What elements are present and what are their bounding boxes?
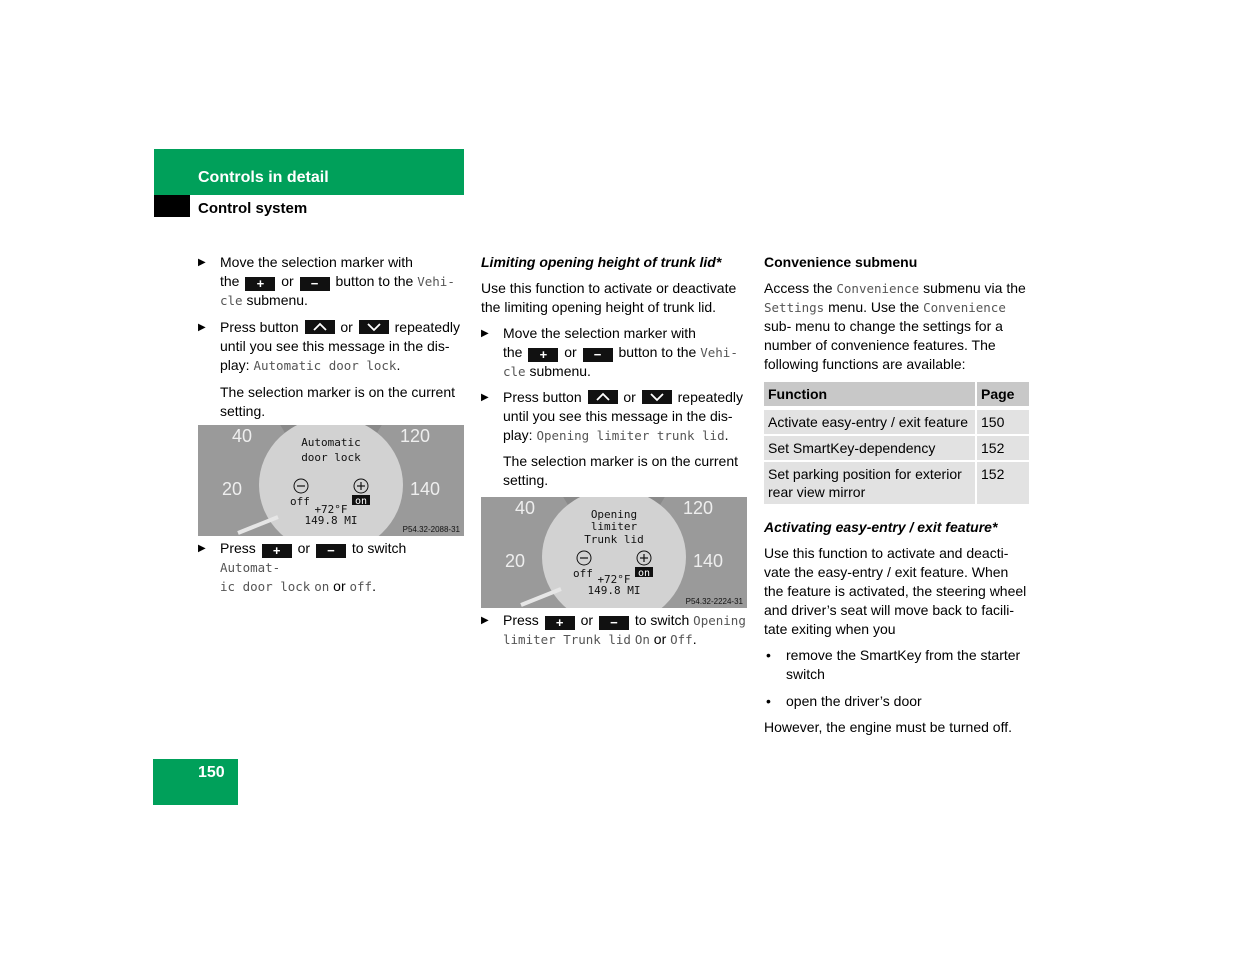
note-selection-marker: The selection marker is on the current setting. xyxy=(220,384,455,419)
display-mileage: 149.8 MI xyxy=(304,514,358,527)
display-temperature: +72°F xyxy=(314,503,348,516)
display-line-1: Opening xyxy=(590,508,638,521)
gauge-40-label: 40 xyxy=(515,498,536,518)
note-selection-marker-2: The selection marker is on the current setting. xyxy=(503,453,738,488)
step-switch-setting-2: ▶ Press + or − to switch Opening limiter Trunk lid On or Off. xyxy=(481,612,746,647)
display-on: on xyxy=(637,568,651,579)
instrument-cluster-display-2 xyxy=(481,497,747,608)
display-off: off xyxy=(573,567,593,580)
column-1-bottom xyxy=(198,539,464,596)
triangle-bullet-icon: ▶ xyxy=(481,328,489,339)
section-title: Controls in detail xyxy=(198,169,329,186)
plus-button-icon: + xyxy=(528,348,558,362)
display-mileage: 149.8 MI xyxy=(587,584,641,597)
convenience-intro: Access the Convenience submenu via the Settings menu. Use the Convenience sub- menu to change the settings for a number of convenience features. The following functions are available: xyxy=(764,280,1026,372)
minus-button-icon: − xyxy=(599,616,629,630)
triangle-bullet-icon: ▶ xyxy=(198,322,206,333)
display-line-2: limiter xyxy=(590,520,638,533)
gauge-20-label: 20 xyxy=(222,479,243,499)
table-header-function: Function xyxy=(764,382,975,408)
up-button-icon xyxy=(305,320,335,334)
figure-code: P54.32-2088-31 xyxy=(402,525,460,534)
triangle-bullet-icon: ▶ xyxy=(198,257,206,268)
table-row: Set parking position for exterior rear view mirror 152 xyxy=(764,460,1029,504)
column-1 xyxy=(198,253,464,421)
triangle-bullet-icon: ▶ xyxy=(481,615,489,626)
minus-button-icon: − xyxy=(316,544,346,558)
down-button-icon xyxy=(642,390,672,404)
step-switch-setting: ▶ Press + or − to switch Automat- ic door lock on or off. xyxy=(198,540,407,594)
display-line-1: Automatic xyxy=(301,436,361,449)
column-3 xyxy=(764,253,1032,374)
gauge-140-label: 140 xyxy=(410,479,441,499)
step-press-button: ▶ Press button or repeatedly until you see this message in the dis- play: Automatic door lock. xyxy=(198,319,461,373)
table-header-page: Page xyxy=(975,382,1029,408)
heading-trunk-lid: Limiting opening height of trunk lid* xyxy=(481,254,722,270)
instrument-cluster-display-1 xyxy=(198,425,464,536)
engine-note: However, the engine must be turned off. xyxy=(764,719,1013,735)
subsection-marker xyxy=(154,195,190,217)
heading-easy-entry: Activating easy-entry / exit feature* xyxy=(764,519,998,535)
table-row: Set SmartKey-dependency 152 xyxy=(764,434,1029,460)
page-number: 150 xyxy=(198,764,225,781)
display-off: off xyxy=(290,495,310,508)
gauge-140-label: 140 xyxy=(693,551,724,571)
minus-button-icon: − xyxy=(583,348,613,362)
display-line-3: Trunk lid xyxy=(584,533,644,546)
step-move-marker-2: ▶ Move the selection marker with the + or − button to the Vehi- cle submenu. xyxy=(481,325,738,379)
step-move-marker: ▶ Move the selection marker with the + or − button to the Vehi- cle submenu. xyxy=(198,254,455,308)
gauge-120-label: 120 xyxy=(683,498,714,518)
heading-convenience-submenu: Convenience submenu xyxy=(764,254,918,270)
table-header-row xyxy=(764,382,1029,408)
column-2 xyxy=(481,253,747,490)
gauge-40-label: 40 xyxy=(232,426,253,446)
page-number-box xyxy=(153,759,238,805)
gauge-120-label: 120 xyxy=(400,426,431,446)
easy-entry-description: Use this function to activate and deacti-vate the easy-entry / exit feature. When the feature is activated, the steering wheel and driver’s seat will move back to facili-tate exiting when you xyxy=(764,545,1027,637)
plus-button-icon: + xyxy=(262,544,292,558)
list-item: • open the driver’s door xyxy=(766,693,922,709)
gauge-20-label: 20 xyxy=(505,551,526,571)
column-3-lower xyxy=(764,518,1030,737)
minus-button-icon: − xyxy=(300,277,330,291)
function-table xyxy=(764,382,1029,504)
bullet-dot-icon: • xyxy=(766,647,771,663)
display-temperature: +72°F xyxy=(597,573,631,586)
table-row: Activate easy-entry / exit feature 150 xyxy=(764,408,1029,434)
triangle-bullet-icon: ▶ xyxy=(481,392,489,403)
bullet-dot-icon: • xyxy=(766,693,771,709)
display-line-2: door lock xyxy=(301,451,361,464)
display-on: on xyxy=(354,496,368,507)
down-button-icon xyxy=(359,320,389,334)
triangle-bullet-icon: ▶ xyxy=(198,543,206,554)
subsection-title: Control system xyxy=(198,200,308,217)
list-item: • remove the SmartKey from the starter switch xyxy=(766,647,1021,682)
step-press-button-2: ▶ Press button or repeatedly until you see this message in the dis- play: Opening limiter trunk lid. xyxy=(481,389,744,443)
plus-button-icon: + xyxy=(245,277,275,291)
figure-code: P54.32-2224-31 xyxy=(685,597,743,606)
intro-trunk-lid: Use this function to activate or deactivate the limiting opening height of trunk lid. xyxy=(481,280,737,315)
plus-button-icon: + xyxy=(545,616,575,630)
column-2-bottom xyxy=(481,611,747,649)
up-button-icon xyxy=(588,390,618,404)
